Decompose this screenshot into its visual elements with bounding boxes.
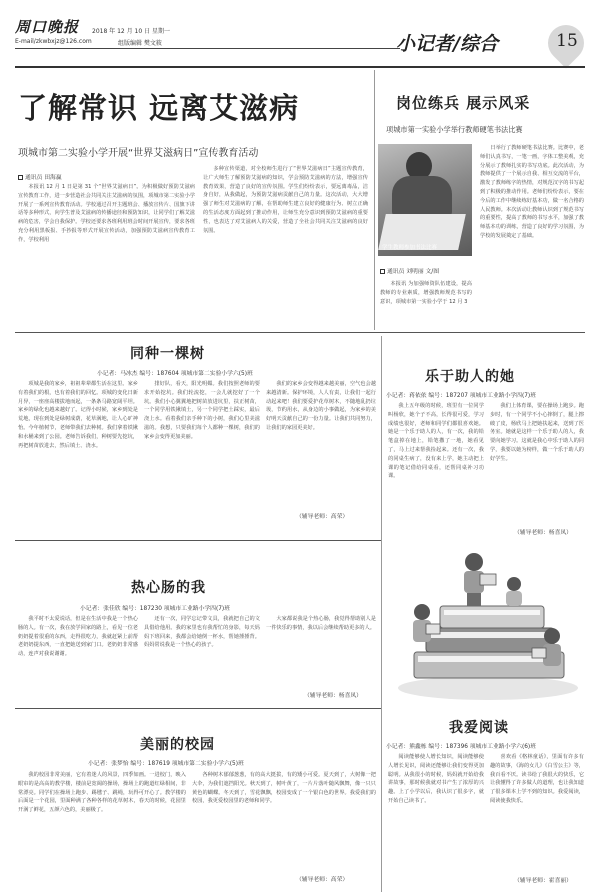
teacher-headline: 岗位练兵 展示风采 bbox=[396, 94, 531, 112]
teacher-reporter: 通讯员 刘明丽 文/图 bbox=[380, 266, 439, 275]
tree-headline: 同种一棵树 bbox=[130, 346, 205, 362]
photo-caption: 学生教师参加书法比赛 bbox=[382, 245, 438, 251]
newspaper-logo: 周口晚报 bbox=[15, 18, 80, 36]
child-sitting-right-head bbox=[544, 628, 560, 644]
heart-headline: 热心肠的我 bbox=[131, 580, 206, 596]
top-rule bbox=[15, 66, 585, 68]
lead-col-1: 本报讯 12 月 1 日是第 31 个“世界艾滋病日”。为积极做好预防艾滋病宣传教育工作，进一步营造社会共同关注艾滋病的氛围，项城市第二实验小学开展了一系列宣传教育活动。学校通过召开主题班会、播放宣传片、国旗下讲话等多种形式，向学生普及艾滋病的传播途径和预防知识，让同学们了解艾滋病的危害，学会自我保护。学校还要求各班利用班会时间开展宣传，要求各班充分利用黑板报、手抄报等形式开展宣传活动，加强预防艾滋病宣传教育工作，学校利用 bbox=[18, 184, 195, 243]
teacher-col-left: 本报讯 为加强师资队伍建设，提高教师的专业素质，增强教师规范书写的意识，项城市第一实验小学于 12 月 3 bbox=[380, 281, 472, 305]
help-byline: 小记者：蒋依依 编号：187207 项城市工业路小学四(7)班 bbox=[386, 393, 536, 399]
heart-tutor: （辅导老师：杨喜凤） bbox=[304, 693, 362, 699]
teacher-subhead: 项城市第一实验小学举行教师硬笔书法比赛 bbox=[386, 125, 523, 134]
reading-col-2: 喜欢看《格林童话》，里面有许多有趣的故事，《海的女儿》《白雪公主》等，我百看不厌。读书给了我很大的快乐，它让我懂得了许多做人的道理，也让我知道了很多课本上学不到的知识。我爱阅读，阅读使我快乐。 bbox=[490, 754, 584, 804]
child-standing-head bbox=[465, 553, 483, 571]
reading-byline: 小记者：熊鑫栋 编号：187396 项城市工业路小学六(6)班 bbox=[386, 744, 536, 750]
campus-headline: 美丽的校园 bbox=[140, 737, 215, 753]
heart-col-1: 我平时不太爱说话，但是在生活中我是一个热心肠的人。有一次，我在放学回家的路上，看见一位老奶奶提着很重的东西，走得很吃力，我就赶紧上前帮老奶奶提东西，一直把她送到家门口。老奶奶非常感动，连声对我说谢谢。 bbox=[18, 616, 138, 658]
teacher-col-right: 日举行了教师硬笔书法比赛。比赛中，老师们认真书写，一笔一画，字体工整美观，充分展示了教师扎实的书写功底。此次活动，为教师提供了一个展示自我、相互交流的平台，激发了教师练字的热情，对规范汉字的书写起到了积极的推动作用。老师们纷纷表示，要在今后的工作中继续练好基本功，做一名合格的人民教师。本次活动让教师认识到了规范书写的重要性，提高了教师的书写水平，加强了教师基本功的训练，营造了良好的学习氛围，为学校的发展奠定了基础。 bbox=[480, 145, 584, 239]
heart-col-2: 还有一次，同学忘记带文具，我就把自己的文具借给他用。我的家里也有我帮忙的身影，每天妈妈下班回来，我都会给她倒一杯水，帮她捶捶背。妈妈常说我是一个热心的孩子。 bbox=[144, 616, 260, 649]
child-top-body bbox=[506, 591, 522, 606]
lead-headline: 了解常识 远离艾滋病 bbox=[18, 91, 300, 125]
lead-col-2: 多种宣传渠道，对全校师生进行了“世界艾滋病日”主题宣传教育，让广大师生了解预防艾滋病的知识，学会预防艾滋病的方法，增强宣传教育效果，营造了良好的宣传氛围。学生们纷纷表示，要远离毒品，洁身自好，从我做起，为预防艾滋病贡献自己的力量。这次活动，大大增强了师生对艾滋病的了解，在帮助师生建立良好的健康行为、树立正确的生活态度方面起到了推动作用，让师生充分意识到预防艾滋病的重要性，也表达了对艾滋病人的关爱，营造了全社会共同关注艾滋病的良好氛围。 bbox=[203, 166, 368, 234]
tree-col-1: 项城是我的家乡，祖祖辈辈都生活在这里。家乡有着我们的根，也有着我们的回忆。项城的变化日新月异，一座座高楼拔地而起，一条条马路宽阔平坦。家乡的绿化也越来越好了。记得小时候，家乡到处是荒地，现在到处是绿树成荫，花草满地，让人心旷神怡。今年植树节，老师带我们去种树。我们拿着铁锹和水桶来到了公园。老师告诉我们，种树要先挖坑，再把树苗放进去，然后填土、浇水。 bbox=[18, 381, 138, 449]
tree-tutor: （辅导老师：高荣） bbox=[296, 514, 349, 520]
teacher-photo bbox=[378, 144, 472, 256]
book-middle-pages bbox=[430, 632, 550, 638]
child-sitting-right-book bbox=[532, 648, 546, 658]
child-standing-legs bbox=[467, 593, 481, 606]
help-tutor: （辅导老师：杨喜凤） bbox=[514, 530, 572, 536]
help-headline: 乐于助人的她 bbox=[425, 369, 515, 385]
section-title: 小记者/综合 bbox=[396, 33, 498, 55]
photo-person-body bbox=[392, 176, 452, 216]
column-divider bbox=[374, 70, 375, 330]
page-number: 15 bbox=[556, 31, 578, 51]
campus-byline: 小记者：张梦怡 编号：187619 项城市第二实验小学六(5)班 bbox=[88, 761, 244, 767]
child-sitting-left-book bbox=[426, 624, 440, 634]
book-top-pages bbox=[444, 610, 540, 615]
tree-col-2: 排好队，看天，阳光明媚。我们按照老师的要求开始挖坑。我们轮流挖，一会儿就挖好了一个坑。我们小心翼翼地把树苗放进坑里，扶正树苗，一个同学用铁锹填土，另一个同学把土踩实，最后浇上水。看着我们亲手种下的小树，我们心里美滋滋的。我想，只要我们每个人都种一棵树，我们的家乡会变得更加美丽。 bbox=[144, 381, 260, 440]
section-rule-3 bbox=[15, 708, 381, 709]
reading-col-1: 阅读能够使人增长知识，阅读能够使人增长见识，阅读还能够让我们变得更加聪明。从我很小的时候，妈妈就开始给我讲故事，那时候我就对书产生了浓厚的兴趣。上了小学以后，我认识了很多字，就开始自己读书了。 bbox=[388, 754, 484, 804]
help-col-2: 我们上体育课，要在操场上跑步。跑步时，有一个同学不小心摔倒了，腿上擦破了皮，杨欣马上把她扶起来，送到了医务室。她就是这样一个乐于助人的人，我要向她学习。这就是我心中乐于助人的同学，我要以她为榜样，做一个乐于助人的好学生。 bbox=[490, 403, 584, 462]
section-rule-1 bbox=[15, 332, 585, 333]
lead-reporter: 通讯员 田海赢 bbox=[18, 172, 62, 181]
campus-col-1: 我的校园非常美丽，它有着迷人的风景，四季如画。一进校门，映入眼帘的是高高的教学楼，楼前是宽阔的操场，操场上的跑道红绿相间，非常漂亮。同学们在操场上跑步、踢毽子、跳绳，玩得可开心了。教学楼的后面是一个花园，里面种满了各种各样的花草树木，春天的时候，花园里开满了鲜花，五颜六色的，美丽极了。 bbox=[18, 772, 186, 814]
reading-illustration bbox=[396, 540, 582, 702]
lead-subhead: 项城市第二实验小学开展“世界艾滋病日”宣传教育活动 bbox=[18, 148, 259, 159]
reporter-box-icon bbox=[380, 269, 385, 274]
masthead-rule bbox=[15, 48, 400, 49]
email-line: E-mail/zkwbxjz@126.com bbox=[15, 38, 92, 45]
reading-tutor: （辅导老师：霍喜丽） bbox=[514, 878, 572, 884]
reporter-box-icon bbox=[18, 175, 23, 180]
child-standing-book bbox=[480, 574, 496, 585]
book-top bbox=[440, 606, 544, 628]
campus-col-2: 各种树木郁郁葱葱，有的高大挺拔，有的矮小可爱。夏天到了，大树像一把大伞，为我们遮挡阳光。秋天到了，树叶黄了，一片片落叶随风飘舞，像一只只黄色的蝴蝶。冬天到了，雪花飘飘，校园变成了一个银白色的世界。我爱我们的校园，我更爱校园里的老师和同学。 bbox=[192, 772, 376, 805]
editors-line: 组版编辑 樊文筱 bbox=[118, 40, 162, 47]
ground-shadow bbox=[398, 676, 578, 700]
column-divider bbox=[381, 336, 382, 892]
tree-col-3: 我们的家乡会变得越来越美丽，空气也会越来越清新。保护环境，人人有责，让我们一起行动起来吧！我们要爱护花草树木，不随地乱扔垃圾，节约用水，从身边的小事做起，为家乡的美好明天贡献自己的一份力量。让我们共同努力，让我们的家园更美好。 bbox=[266, 381, 376, 431]
heart-col-3: 大家都说我是个热心肠，我觉得帮助别人是一件快乐的事情，我以后会继续帮助更多的人。 bbox=[266, 616, 376, 631]
issue-date: 2018 年 12 月 10 日 星期一 bbox=[92, 28, 170, 35]
child-top-head bbox=[507, 577, 521, 591]
masthead bbox=[0, 0, 600, 68]
reading-headline: 我爱阅读 bbox=[449, 720, 509, 736]
section-rule-2 bbox=[15, 540, 381, 541]
tree-byline: 小记者：马冰杰 编号：187604 项城市第二实验小学六(5)班 bbox=[97, 371, 253, 377]
help-col-1: 我上五年级的时候，班里有一位同学叫杨欣，她个子不高，长得很可爱，学习成绩也很好，老师和同学们都很喜欢她。她是一个乐于助人的人，有一次，我的铅笔盒掉在地上，铅笔撒了一地，她看见了，马上过来帮我捡起来。还有一次，我的同桌生病了，没有来上学，她主动把上课的笔记借给同桌看，还帮同桌补习功课。 bbox=[388, 403, 484, 480]
child-sitting-left-head bbox=[414, 604, 430, 620]
heart-byline: 小记者：张佳欣 编号：187230 项城市工业路小学四(7)班 bbox=[80, 606, 230, 612]
campus-tutor: （辅导老师：高荣） bbox=[296, 877, 349, 883]
